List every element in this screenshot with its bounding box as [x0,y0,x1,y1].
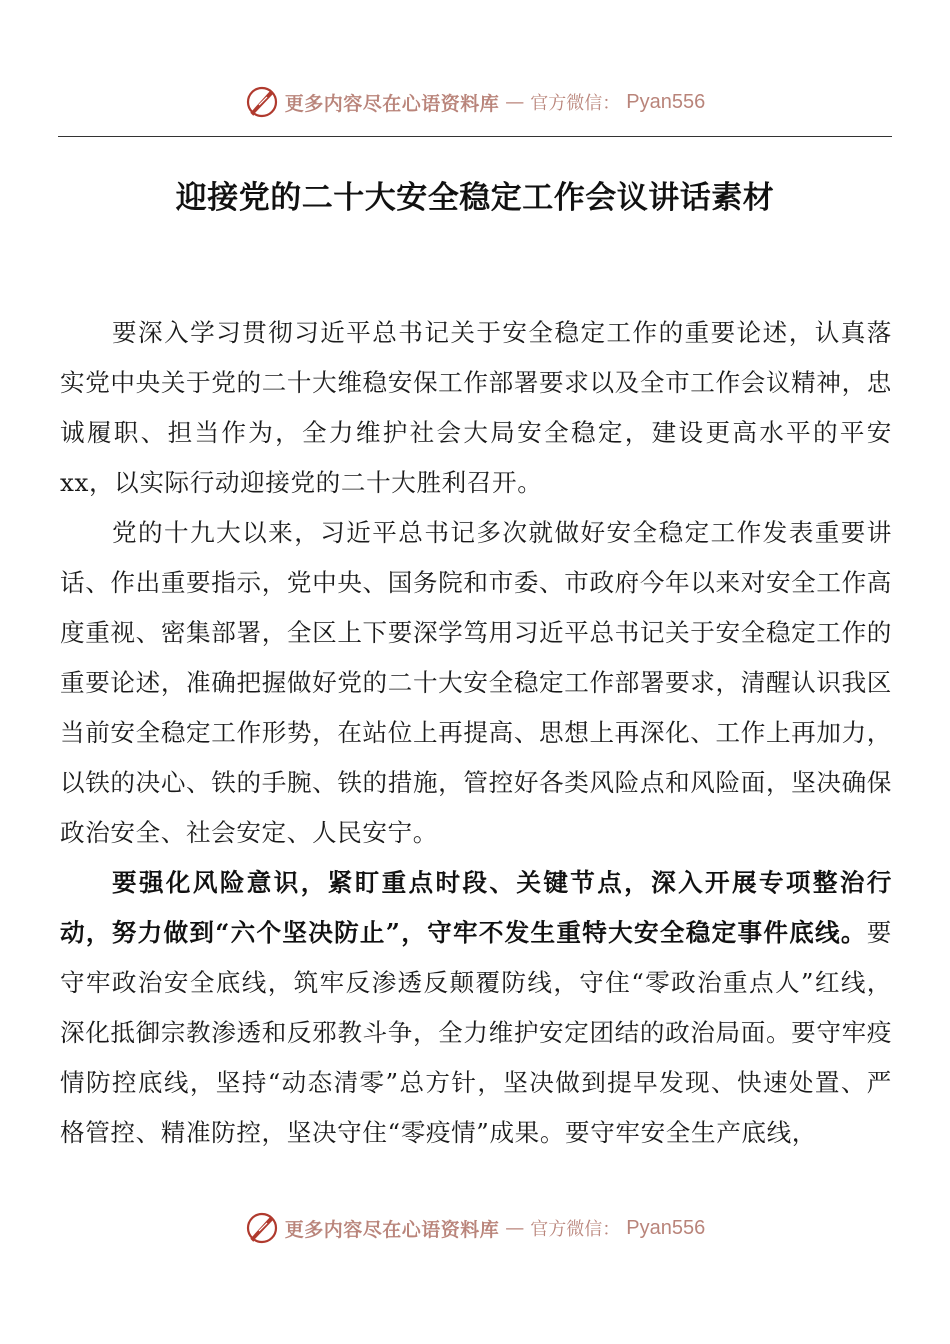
header-watermark [0,82,950,122]
paragraph-2-text: 党的十九大以来，习近平总书记多次就做好安全稳定工作发表重要讲话、作出重要指示，党中央、国务院和市委、市政府今年以来对安全工作高度重视、密集部署，全区上下要深学笃用习近平总书记关于安全稳定工作的重要论述，准确把握做好党的二十大安全稳定工作部署要求，清醒认识我区当前安全稳定工作形势，在站位上再提高、思想上再深化、工作上再加力，以铁的决心、铁的手腕、铁的措施，管控好各类风险点和风险面，坚决确保政治安全、社会安定、人民安宁。 [60,518,892,847]
watermark-wechat-id: Pyan556 [626,1216,706,1239]
watermark-site-text: 更多内容尽在心语资料库 [284,1218,500,1241]
quill-pen-logo-icon [245,1211,279,1245]
footer-watermark [0,1208,950,1248]
paragraph-3-text: 要守牢政治安全底线，筑牢反渗透反颠覆防线，守住“零政治重点人”红线，深化抵御宗教渗透和反邪教斗争，全力维护安定团结的政治局面。要守牢疫情防控底线，坚持“动态清零”总方针，坚决做到提早发现、快速处置、严格管控、精准防控，坚决守住“零疫情”成果。要守牢安全生产底线， [60,918,892,1147]
paragraph-2 [60,508,892,858]
watermark-wechat-label: 官方微信： [530,93,621,114]
watermark-wechat-label: 官方微信： [530,1219,621,1240]
paragraph-3 [60,858,892,1158]
document-body [60,308,892,1158]
header-divider [58,136,892,137]
watermark-wechat-id: Pyan556 [626,90,706,113]
watermark-separator: — [505,1217,525,1239]
quill-pen-logo-icon [245,85,279,119]
document-title: 迎接党的二十大安全稳定工作会议讲话素材 [175,180,775,216]
paragraph-3-bold: 要强化风险意识，紧盯重点时段、关键节点，深入开展专项整治行动，努力做到“六个坚决防止”，守牢不发生重特大安全稳定事件底线。 [60,868,892,947]
watermark-site-text: 更多内容尽在心语资料库 [284,92,500,115]
paragraph-1-text: 要深入学习贯彻习近平总书记关于安全稳定工作的重要论述，认真落实党中央关于党的二十大维稳安保工作部署要求以及全市工作会议精神，忠诚履职、担当作为，全力维护社会大局安全稳定，建设更高水平的平安xx，以实际行动迎接党的二十大胜利召开。 [60,318,892,497]
paragraph-1 [60,308,892,508]
watermark-separator: — [505,91,525,113]
